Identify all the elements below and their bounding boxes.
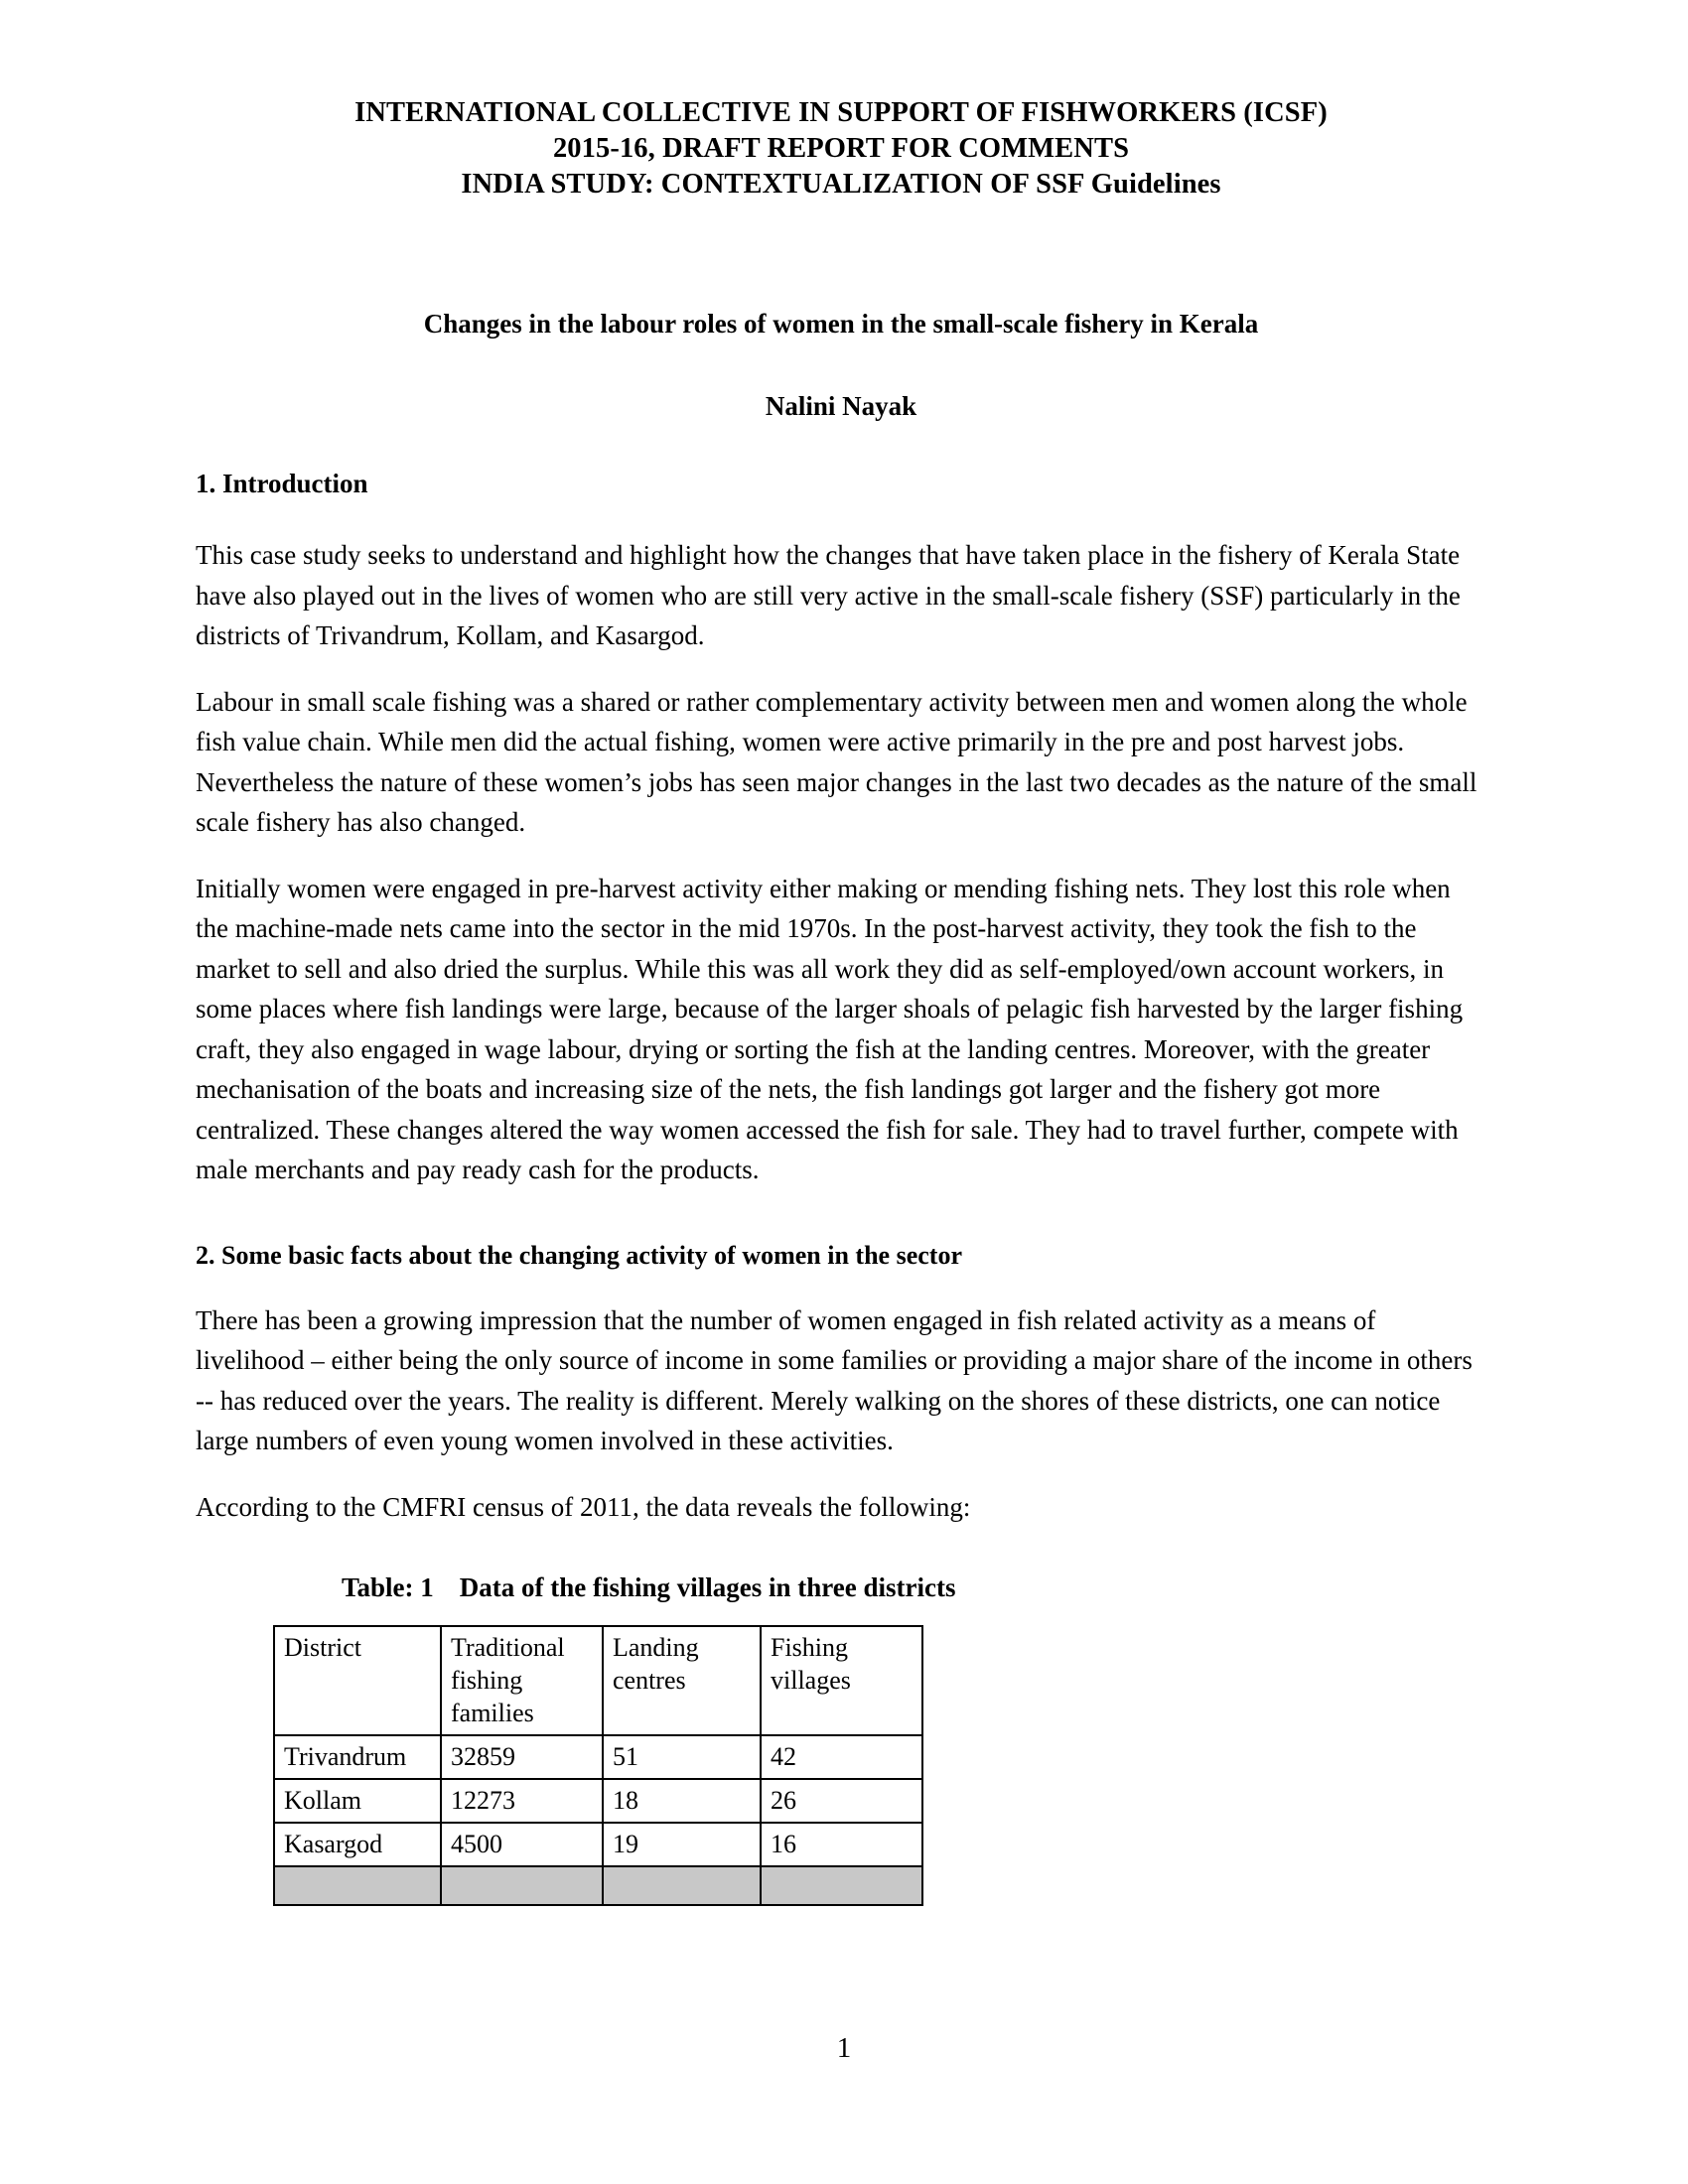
paragraph-intro-2: Labour in small scale fishing was a shared or rather complementary activity between men and women along the whole fish value chain. While men did the actual fishing, women were active primarily in the pre and post harvest jobs. Nevertheless the nature of these women’s jobs has seen major changes in the last two decades as the nature of the small scale fishery has also changed. [196,686,1477,837]
cell-villages: 16 [761,1823,922,1866]
page-number: 1 [836,2032,852,2064]
cell-families: 12273 [441,1779,603,1823]
cell-district: Kollam [274,1779,441,1823]
cell-district: Trivandrum [274,1735,441,1779]
table-row [274,1735,922,1779]
cell-district-empty [274,1866,441,1905]
column-header-landing-centres: Landing centres [603,1626,761,1735]
table-header [274,1626,922,1735]
cell-villages-empty [761,1866,922,1905]
paragraph-intro-1: This case study seeks to understand and highlight how the changes that have taken place in the fishery of Kerala State have also played out in the lives of women who are still very active in the small-scale fishery (SSF) particularly in the districts of Trivandrum, Kollam, and Kasargod. [196,540,1461,650]
paragraph-intro-3: Initially women were engaged in pre-harvest activity either making or mending fishing nets. They lost this role when the machine-made nets came into the sector in the mid 1970s. In the post-harvest activity, they took the fish to the market to sell and also dried the surplus. While this was all work they did as self-employed/own account workers, in some places where fish landings were large, because of the larger shoals of pelagic fish harvested by the larger fishing craft, they also engaged in wage labour, drying or sorting the fish at the landing centres. Moreover, with the greater mechanisation of the boats and increasing size of the nets, the fish landings got larger and the fishery got more centralized. These changes altered the way women accessed the fish for sale. They had to travel further, compete with male merchants and pay ready cash for the products. [196,873,1464,1184]
cell-villages: 26 [761,1779,922,1823]
table-body [274,1735,922,1905]
table-row [274,1779,922,1823]
header-line-report: 2015-16, DRAFT REPORT FOR COMMENTS [552,133,1130,164]
table-caption-label: Table: 1 [342,1572,434,1602]
paper-title: Changes in the labour roles of women in the small-scale fishery in Kerala [423,309,1259,339]
paper-author: Nalini Nayak [765,391,917,421]
cell-landing-centres-empty [603,1866,761,1905]
header-line-study: INDIA STUDY: CONTEXTUALIZATION OF SSF Guidelines [461,169,1221,200]
table-row [274,1823,922,1866]
cell-families-empty [441,1866,603,1905]
fishing-villages-table [273,1625,923,1906]
document-header [196,95,1486,203]
cell-landing-centres: 18 [603,1779,761,1823]
paragraph-facts-1: There has been a growing impression that the number of women engaged in fish related activity as a means of livelihood – either being the only source of income in some families or providing a major share of the income in others -- has reduced over the years. The reality is different. Merely walking on the shores of these districts, one can notice large numbers of even young women involved in these activities. [196,1304,1473,1455]
section-heading-introduction: 1. Introduction [196,469,368,498]
paragraph-facts-2: According to the CMFRI census of 2011, the data reveals the following: [196,1491,971,1522]
cell-landing-centres: 51 [603,1735,761,1779]
table-header-row [274,1626,922,1735]
header-line-organization: INTERNATIONAL COLLECTIVE IN SUPPORT OF FISHWORKERS (ICSF) [354,97,1328,128]
table-caption-text: Data of the fishing villages in three districts [459,1572,956,1602]
cell-landing-centres: 19 [603,1823,761,1866]
column-header-traditional-fishing-families: Traditional fishing families [441,1626,603,1735]
cell-villages: 42 [761,1735,922,1779]
column-header-district: District [274,1626,441,1735]
column-header-fishing-villages: Fishing villages [761,1626,922,1735]
cell-families: 4500 [441,1823,603,1866]
cell-families: 32859 [441,1735,603,1779]
table-row-empty-shaded [274,1866,922,1905]
cell-district: Kasargod [274,1823,441,1866]
page-content [196,95,1486,1906]
table-caption [342,1570,1486,1604]
section-heading-basic-facts: 2. Some basic facts about the changing activity of women in the sector [196,1240,962,1270]
